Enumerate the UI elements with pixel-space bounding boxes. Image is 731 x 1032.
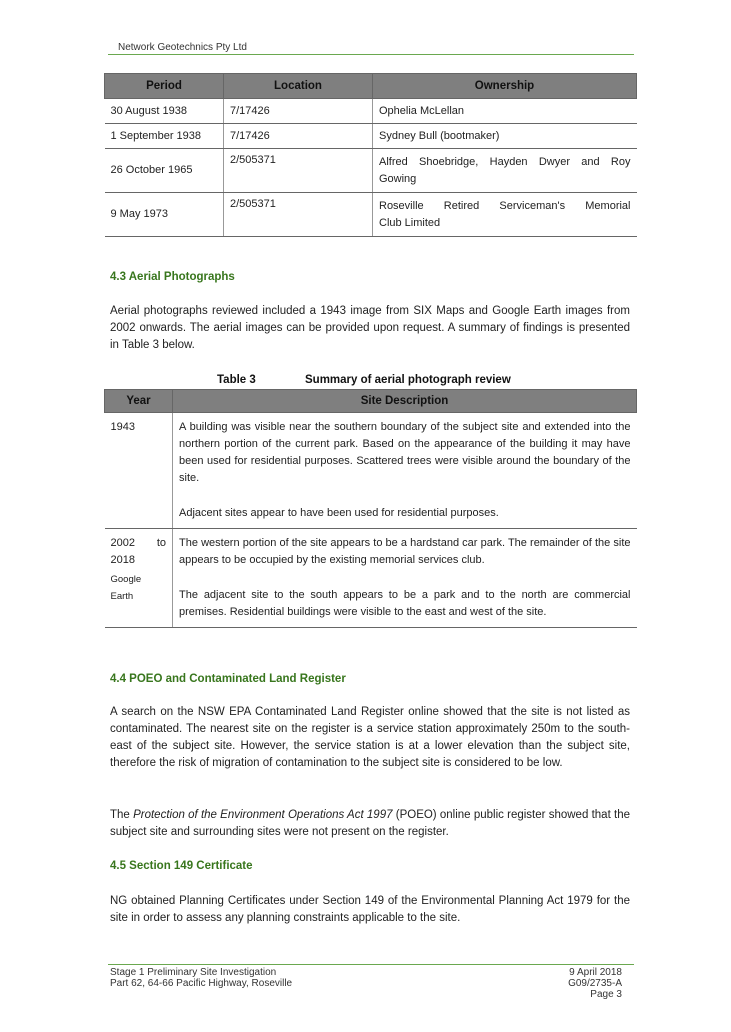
table-row (105, 124, 637, 149)
section-heading-poeo: 4.4 POEO and Contaminated Land Register (110, 673, 346, 685)
ownership-table-header (105, 74, 637, 99)
header-company: Network Geotechnics Pty Ltd (118, 42, 247, 53)
year-end: 2018 (110, 554, 135, 566)
cell-period: 26 October 1965 (105, 149, 224, 193)
cell-ownership-line2: Gowing (379, 172, 417, 185)
footer-ref: G09/2735-A (568, 978, 622, 989)
cell-location: 7/17426 (224, 99, 373, 124)
table-row (105, 149, 637, 193)
description-para: The western portion of the site appears to be a hardstand car park. The remainder of the site appears to be occupied by the existing memorial services club. (179, 537, 631, 566)
table3-caption-number: Table 3 (217, 374, 256, 386)
footer-doc-title: Stage 1 Preliminary Site Investigation (110, 967, 277, 978)
cell-location: 2/505371 (224, 193, 373, 237)
cell-description (173, 529, 637, 628)
footer-left (110, 967, 292, 989)
cell-ownership-line2: Club Limited (379, 216, 441, 229)
col-header-site-description: Site Description (173, 390, 637, 413)
paragraph-aerial: Aerial photographs reviewed included a 1943 image from SIX Maps and Google Earth images from 2002 onwards. The aerial images can be provided upon request. A summary of findings is presented in Table 3 below. (110, 305, 630, 351)
year-source-line2: Earth (110, 591, 134, 602)
cell-location: 2/505371 (224, 149, 373, 193)
cell-ownership (373, 193, 637, 237)
table-row (105, 413, 637, 529)
cell-period: 9 May 1973 (105, 193, 224, 237)
footer-rule (108, 964, 634, 965)
description-para: Adjacent sites appear to have been used for residential purposes. (179, 507, 499, 519)
section-heading-149: 4.5 Section 149 Certificate (110, 860, 253, 872)
year-start: 2002 (110, 537, 135, 549)
description-para: The adjacent site to the south appears to be a park and to the north are commercial premises. Residential buildings were visible to the east and west of the site. (179, 589, 631, 618)
footer-page-number: Page 3 (590, 989, 622, 1000)
year-source-line1: Google (110, 574, 142, 585)
table-row (105, 529, 637, 628)
footer-date: 9 April 2018 (569, 967, 622, 978)
paragraph-poeo-1: A search on the NSW EPA Contaminated Land Register online showed that the site is not listed as contaminated. The nearest site on the register is a service station approximately 250m to the south-east of the subject site. However, the service station is at a lower elevation than the subject site, therefore the risk of migration of contamination to the subject site is considered to be low. (110, 706, 630, 769)
cell-year (105, 529, 173, 628)
cell-ownership: Ophelia McLellan (373, 99, 637, 124)
paragraph-149: NG obtained Planning Certificates under Section 149 of the Environmental Planning Act 1979 for the site in order to assess any planning constraints applicable to the site. (110, 895, 630, 924)
col-header-period: Period (105, 74, 224, 99)
description-para: A building was visible near the southern boundary of the subject site and extended into the northern portion of the current park. Based on the appearance of the building it may have been used for residential purposes. Scattered trees were visible around the boundary of the site. (179, 421, 631, 484)
footer-right (568, 967, 622, 1000)
table3-caption-title: Summary of aerial photograph review (305, 374, 511, 386)
cell-ownership (373, 149, 637, 193)
col-header-ownership: Ownership (373, 74, 637, 99)
aerial-table-header (105, 390, 637, 413)
cell-ownership-line1: Alfred Shoebridge, Hayden Dwyer and Roy (379, 155, 631, 168)
year-to: to (156, 537, 166, 549)
col-header-year: Year (105, 390, 173, 413)
cell-ownership-line1: Roseville Retired Serviceman's Memorial (379, 199, 631, 212)
cell-location: 7/17426 (224, 124, 373, 149)
paragraph-poeo-2: The Protection of the Environment Operations Act 1997 (POEO) online public register showed that the subject site and surrounding sites were not present on the register. (110, 809, 631, 838)
table-row (105, 193, 637, 237)
footer-address: Part 62, 64-66 Pacific Highway, Roseville (110, 978, 293, 989)
cell-year: 1943 (105, 413, 173, 529)
cell-period: 30 August 1938 (105, 99, 224, 124)
section-heading-aerial: 4.3 Aerial Photographs (110, 271, 235, 283)
table-row (105, 99, 637, 124)
act-title: Protection of the Environment Operations Act 1997 (133, 809, 393, 821)
aerial-table (104, 389, 637, 628)
ownership-table (104, 73, 637, 237)
cell-period: 1 September 1938 (105, 124, 224, 149)
col-header-location: Location (224, 74, 373, 99)
cell-description (173, 413, 637, 529)
header-rule (108, 54, 634, 55)
cell-ownership: Sydney Bull (bootmaker) (373, 124, 637, 149)
